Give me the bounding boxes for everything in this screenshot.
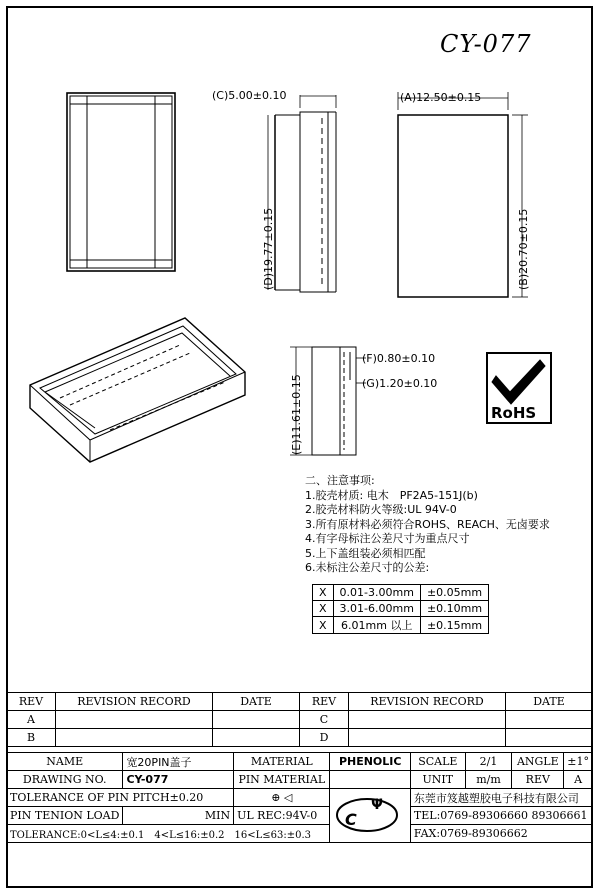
- note-item: 5.上下盖组装必须相匹配: [305, 546, 426, 560]
- table-row: REV REVISION RECORD DATE REV REVISION RECORD DATE: [7, 693, 593, 711]
- note-item: 2.胶壳材料防火等级:UL 94V-0: [305, 503, 457, 516]
- note-item: 1.胶壳材质: 电木 PF2A5-151J(b): [305, 488, 478, 502]
- table-row: A C: [7, 711, 593, 729]
- dim-f-label: (F)0.80±0.10: [362, 352, 436, 365]
- dim-e-label: (E)11.61±0.15: [290, 374, 303, 455]
- table-row: B D: [7, 729, 593, 747]
- side-view: [268, 95, 336, 292]
- dim-g-label: (G)1.20±0.10: [362, 377, 438, 390]
- company-name: 东莞市笈越塑胶电子科技有限公司: [410, 789, 592, 807]
- top-view: [67, 93, 175, 271]
- table-row: X 6.01mm 以上 ±0.15mm: [313, 617, 489, 634]
- notes-heading: 二、注意事项:: [305, 474, 375, 487]
- note-item: 3.所有原材料必须符合ROHS、REACH、无卤要求: [305, 517, 550, 531]
- company-logo: [333, 789, 403, 839]
- dim-b-label: (B)20.70±0.15: [517, 208, 530, 290]
- table-row: X 3.01-6.00mm ±0.10mm: [313, 601, 489, 617]
- dim-a-label: (A)12.50±0.15: [400, 91, 482, 104]
- revision-table: [6, 692, 593, 747]
- notes-block: [305, 474, 550, 576]
- company-fax: FAX:0769-89306662: [410, 825, 592, 843]
- dim-d-label: (D)19.77±0.15: [262, 207, 275, 290]
- company-tel: TEL:0769-89306660 89306661: [410, 807, 592, 825]
- front-view: [398, 92, 528, 297]
- svg-text:Ψ: Ψ: [371, 797, 384, 813]
- rohs-text: RoHS: [491, 404, 537, 422]
- tolerance-table: [312, 584, 489, 634]
- note-item: 4.有字母标注公差尺寸为重点尺寸: [305, 532, 470, 545]
- dim-c-label: (C)5.00±0.10: [212, 89, 287, 102]
- isometric-view: [30, 318, 245, 462]
- title-block: NAME 宽20PIN盖子 MATERIAL PHENOLIC SCALE 2/1 ANGLE ±1° DRAWING NO. CY-077 PIN MATERIAL UNIT m/m REV A TOLERANCE OF PIN PITCH±0.20 ⊕ ◁ C Ψ 东莞市笈越塑胶电子科技有限公司 PIN TENION LOAD MIN UL REC:94V-0 TEL:0769-89306660 89306661 TOLERANCE:0<L≤4:±0.1 4<L≤16:±0.2 16<L≤63:±0.3 FAX:0769-89306662: [6, 752, 593, 843]
- drawing-title: CY-077: [440, 30, 532, 58]
- note-item: 6.未标注公差尺寸的公差:: [305, 561, 430, 574]
- table-row: X 0.01-3.00mm ±0.05mm: [313, 585, 489, 601]
- svg-text:C: C: [345, 810, 358, 829]
